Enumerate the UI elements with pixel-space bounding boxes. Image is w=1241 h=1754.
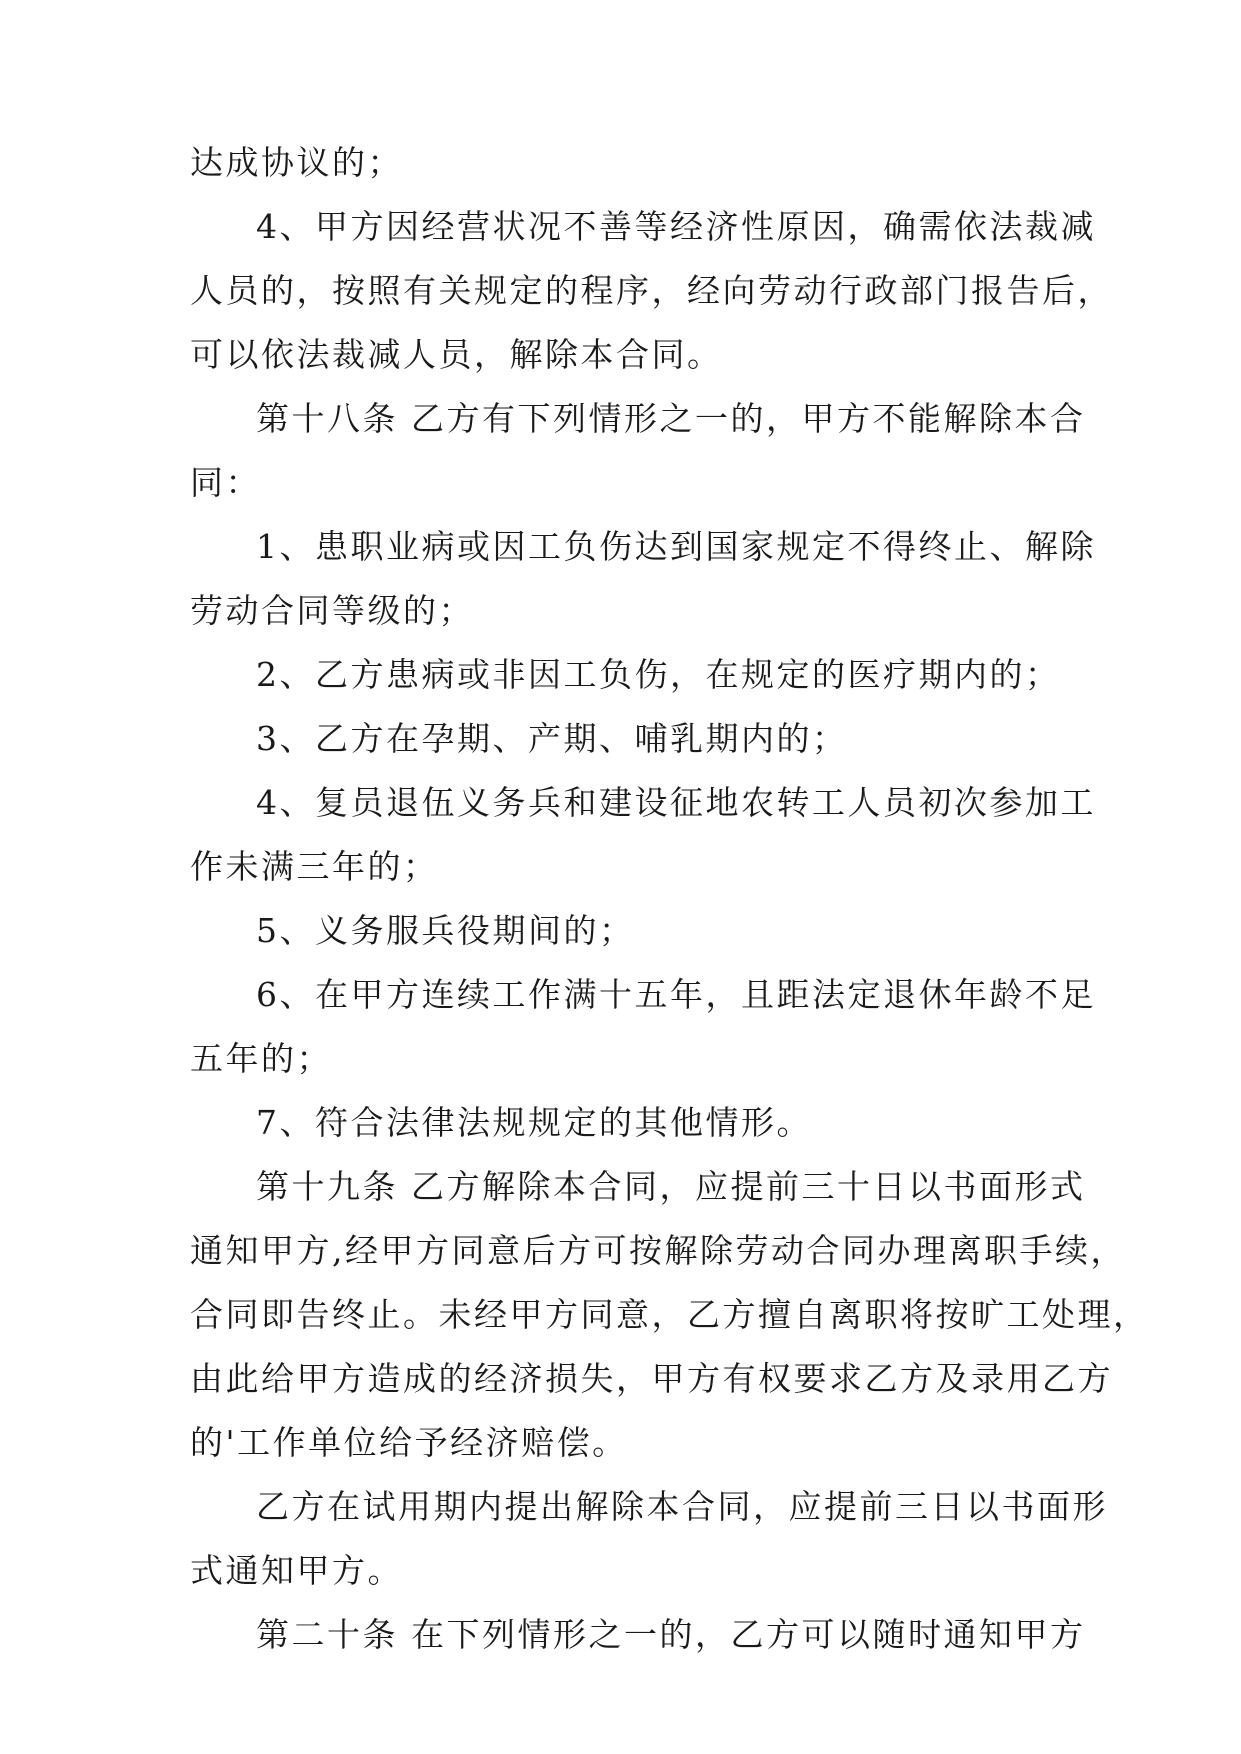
text-line: 由此给甲方造成的经济损失，甲方有权要求乙方及录用乙方 xyxy=(190,1359,1113,1398)
text-line: 式通知甲方。 xyxy=(190,1551,403,1590)
text-line: 可以依法裁减人员，解除本合同。 xyxy=(190,335,723,374)
text-line: 的'工作单位给予经济赔偿。 xyxy=(190,1423,628,1462)
text-line: 达成协议的； xyxy=(190,143,403,182)
text-line: 2、乙方患病或非因工负伤，在规定的医疗期内的； xyxy=(256,655,1061,694)
text-line: 4、复员退伍义务兵和建设征地农转工人员初次参加工 xyxy=(256,783,1096,822)
text-line: 6、在甲方连续工作满十五年，且距法定退休年龄不足 xyxy=(256,975,1096,1014)
text-line: 劳动合同等级的； xyxy=(190,591,474,630)
article-heading-line: 第十九条 乙方解除本合同，应提前三十日以书面形式 xyxy=(256,1167,1086,1206)
text-line: 作未满三年的； xyxy=(190,847,439,886)
text-line: 人员的，按照有关规定的程序，经向劳动行政部门报告后， xyxy=(190,271,1113,310)
text-line: 通知甲方,经甲方同意后方可按解除劳动合同办理离职手续， xyxy=(190,1231,1126,1270)
text-line: 1、患职业病或因工负伤达到国家规定不得终止、解除 xyxy=(256,527,1096,566)
text-line: 乙方在试用期内提出解除本合同，应提前三日以书面形 xyxy=(256,1487,1108,1526)
text-line: 合同即告终止。未经甲方同意，乙方擅自离职将按旷工处理， xyxy=(190,1295,1149,1334)
text-line: 五年的； xyxy=(190,1039,332,1078)
text-line: 同： xyxy=(190,463,261,502)
text-line: 4、甲方因经营状况不善等经济性原因，确需依法裁减 xyxy=(256,207,1096,246)
text-line: 3、乙方在孕期、产期、哺乳期内的； xyxy=(256,719,848,758)
article-heading-line: 第二十条 在下列情形之一的，乙方可以随时通知甲方 xyxy=(256,1615,1086,1654)
article-heading-line: 第十八条 乙方有下列情形之一的，甲方不能解除本合 xyxy=(256,399,1086,438)
text-line: 5、义务服兵役期间的； xyxy=(256,911,635,950)
text-line: 7、符合法律法规规定的其他情形。 xyxy=(256,1103,812,1142)
